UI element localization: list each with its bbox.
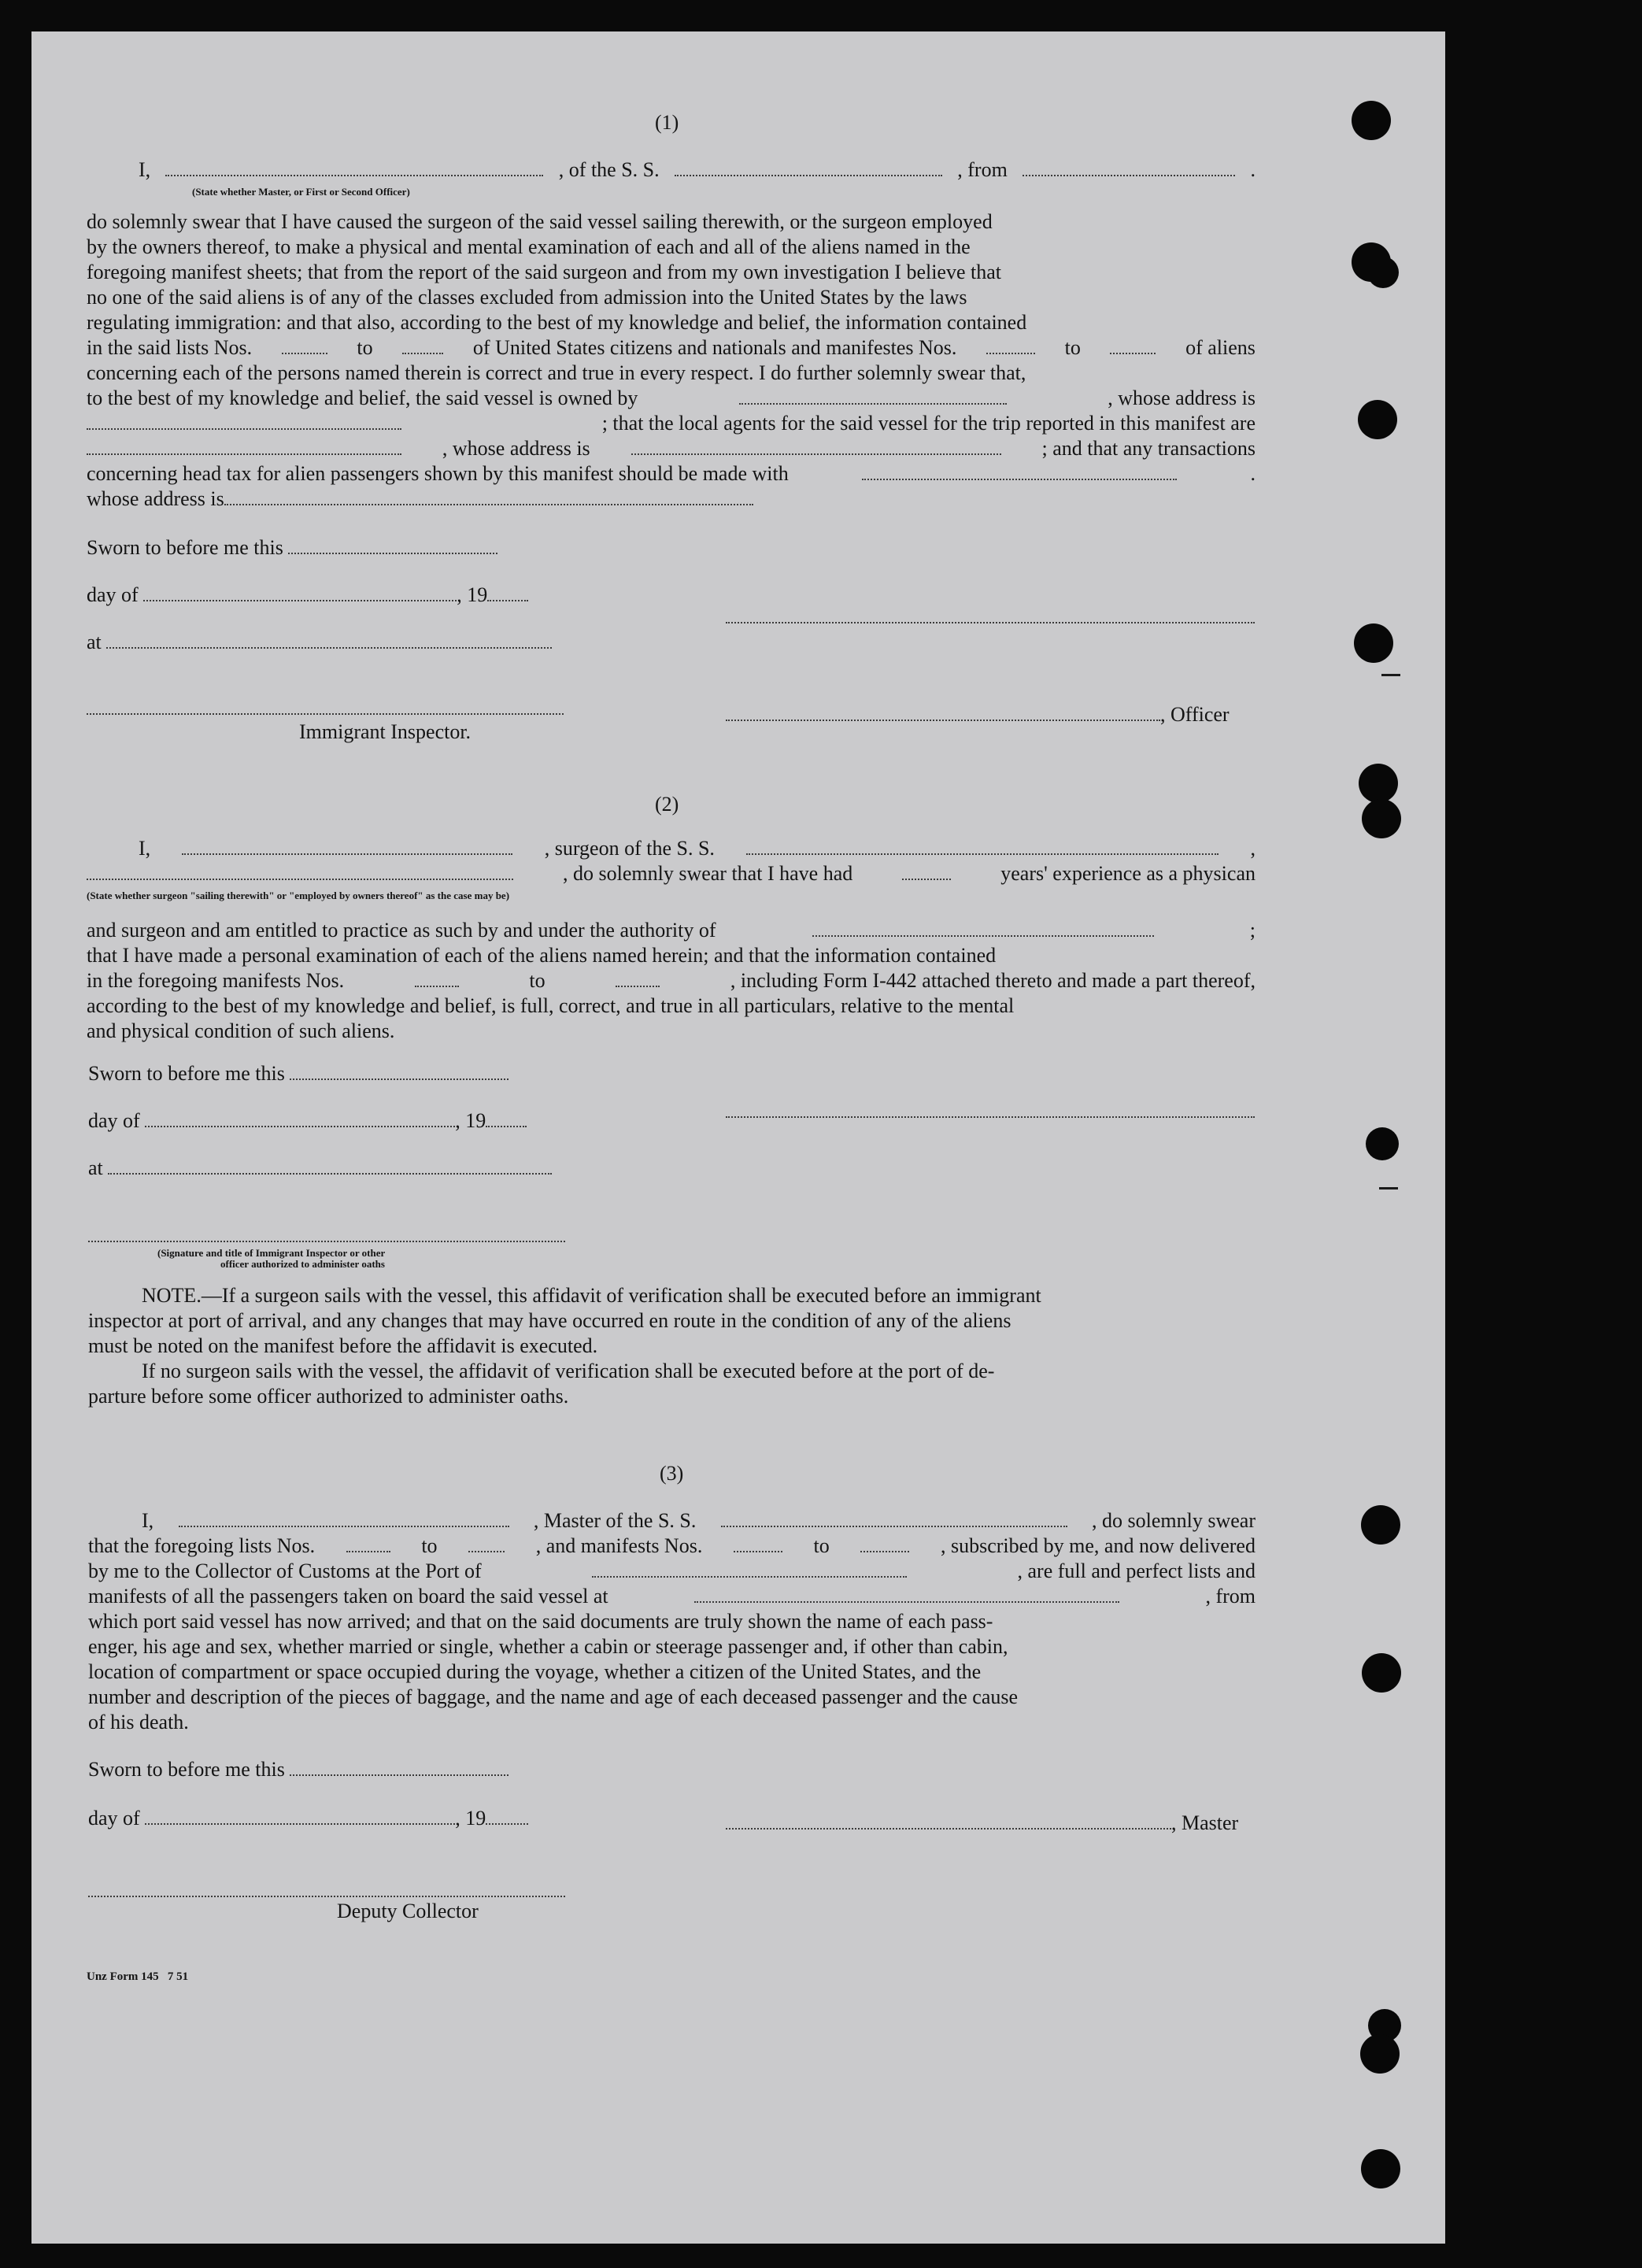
lists-from-field[interactable] — [282, 337, 327, 354]
at-place-field[interactable] — [108, 1157, 552, 1175]
manifests-label: of United States citizens and nationals and manifestes Nos. — [472, 336, 957, 359]
from-port-field[interactable] — [1023, 159, 1235, 176]
at-place-field[interactable] — [106, 631, 552, 649]
officer-line — [139, 157, 1256, 183]
from-label: , from — [957, 158, 1008, 181]
i-label: I, — [139, 158, 151, 181]
experience-label: years' experience as a physican — [1000, 862, 1256, 885]
owner-field[interactable] — [739, 387, 1007, 405]
owner-line — [87, 386, 1256, 411]
signature-note: officer authorized to administer oaths — [220, 1258, 385, 1270]
master-vessel-field[interactable] — [721, 1510, 1067, 1527]
years-field[interactable] — [902, 863, 951, 880]
master-label: , Master — [1171, 1811, 1239, 1834]
year-field[interactable] — [486, 1807, 528, 1825]
master-signature-field[interactable] — [726, 1812, 1171, 1830]
inspector-signature-line[interactable] — [87, 713, 564, 715]
punch-hole — [1362, 1653, 1401, 1693]
swear-label: , do solemnly swear — [1092, 1509, 1256, 1532]
month-field[interactable] — [145, 1807, 455, 1825]
edge-mark — [1379, 1187, 1398, 1189]
agents-label: ; that the local agents for the said vessel for the trip reported in this manifest are — [601, 412, 1256, 435]
punch-hole — [1360, 2034, 1400, 2074]
head-tax-label: concerning head tax for alien passengers shown by this manifest should be made with — [87, 462, 789, 485]
address-label: , whose address is — [442, 437, 590, 460]
lists-label: in the said lists Nos. — [87, 336, 253, 359]
surgeon-signature-line[interactable] — [726, 1116, 1255, 1118]
officer-note: (State whether Master, or First or Second Officer) — [192, 186, 410, 198]
boarding-line — [88, 1584, 1256, 1609]
agents-field[interactable] — [87, 438, 401, 455]
surgeon-name-field[interactable] — [182, 838, 512, 855]
oath-line: concerning each of the persons named therein is correct and true in every respect. I do further solemnly swear that, — [87, 361, 1026, 384]
boarding-port-field[interactable] — [694, 1585, 1119, 1603]
oath-line: according to the best of my knowledge and belief, is full, correct, and true in all particulars, relative to the mental — [87, 994, 1015, 1017]
sworn-line — [88, 1061, 509, 1086]
sworn-label: Sworn to before me this — [88, 1062, 285, 1085]
master-of-label: , Master of the S. S. — [533, 1509, 697, 1532]
head-tax-line — [87, 461, 1256, 487]
sworn-label: Sworn to before me this — [87, 536, 283, 559]
day-of-label: day of — [88, 1807, 140, 1830]
officer-signature-line-1[interactable] — [726, 622, 1255, 623]
note-line: inspector at port of arrival, and any changes that may have occurred en route in the condition of any of the aliens — [88, 1309, 1011, 1332]
month-field[interactable] — [145, 1110, 455, 1127]
head-tax-field[interactable] — [862, 463, 1177, 480]
punch-hole — [1361, 1505, 1400, 1545]
manifests-from-field[interactable] — [415, 970, 459, 987]
vessel-name-field[interactable] — [675, 159, 942, 176]
owner-address-field[interactable] — [87, 413, 401, 430]
punch-hole — [1352, 101, 1391, 140]
oath-line: of his death. — [88, 1711, 189, 1733]
to-label: to — [421, 1534, 438, 1557]
day-line — [87, 583, 528, 608]
oath-line: by the owners thereof, to make a physical and mental examination of each and all of the aliens named in the — [87, 235, 971, 258]
head-tax-address-field[interactable] — [224, 488, 753, 505]
note-line: NOTE.—If a surgeon sails with the vessel, this affidavit of verification shall be executed before an immigrant — [142, 1284, 1041, 1307]
officer-name-field[interactable] — [165, 159, 543, 176]
oath-line: that I have made a personal examination of each of the aliens named herein; and that the information contained — [87, 944, 997, 967]
manifests-label: in the foregoing manifests Nos. — [87, 969, 345, 992]
agents-address-line — [87, 436, 1256, 461]
oath-line: and physical condition of such aliens. — [87, 1019, 395, 1042]
master-signature-line — [726, 1811, 1238, 1836]
surgeon-label: , surgeon of the S. S. — [544, 837, 715, 860]
line-end: . — [1250, 462, 1256, 485]
oath-line: no one of the said aliens is of any of the classes excluded from admission into the United States by the laws — [87, 286, 967, 309]
authority-line — [87, 918, 1256, 943]
punch-hole — [1361, 2149, 1400, 2188]
note-line: If no surgeon sails with the vessel, the affidavit of verification shall be executed before at the port of de- — [142, 1360, 995, 1382]
transactions-label: ; and that any transactions — [1041, 437, 1256, 460]
inspector-label: Immigrant Inspector. — [299, 720, 472, 743]
day-of-label: day of — [88, 1109, 140, 1132]
manifests-to-field[interactable] — [616, 970, 660, 987]
section-2-number: (2) — [655, 793, 679, 816]
form-sheet — [31, 31, 1445, 2244]
oath-line: enger, his age and sex, whether married or single, whether a cabin or steerage passenger and, if other than cabin, — [88, 1635, 1008, 1658]
master-line — [142, 1508, 1256, 1534]
sworn-line — [87, 535, 497, 561]
lists-line — [87, 335, 1256, 361]
from-label: , from — [1205, 1585, 1256, 1608]
at-line — [87, 630, 552, 655]
oath-line: foregoing manifest sheets; that from the report of the said surgeon and from my own investigation I believe that — [87, 261, 1002, 283]
officer-label: , Officer — [1160, 703, 1230, 726]
form-label: , including Form I-442 attached thereto and made a part thereof, — [730, 969, 1256, 992]
oath-line: do solemnly swear that I have caused the surgeon of the said vessel sailing therewith, or the surgeon employed — [87, 210, 993, 233]
delivered-label: , subscribed by me, and now delivered — [940, 1534, 1256, 1557]
signature-note: (Signature and title of Immigrant Inspector or other — [157, 1247, 386, 1259]
manifests-to-field[interactable] — [860, 1535, 909, 1552]
address-label: whose address is — [87, 487, 224, 510]
lists-to-field[interactable] — [402, 337, 443, 354]
lists-from-field[interactable] — [346, 1535, 390, 1552]
punch-hole — [1367, 257, 1399, 288]
day-of-label: day of — [87, 583, 139, 606]
lists-line — [88, 1534, 1256, 1559]
owner-label: to the best of my knowledge and belief, the said vessel is owned by — [87, 387, 638, 409]
punch-hole — [1354, 623, 1393, 663]
port-line — [88, 1559, 1256, 1584]
sworn-day-field[interactable] — [290, 1759, 509, 1776]
edge-mark — [1381, 674, 1400, 676]
i-label: I, — [142, 1509, 154, 1532]
day-line — [88, 1806, 528, 1831]
punch-hole — [1358, 400, 1397, 439]
manifests-label: , and manifests Nos. — [535, 1534, 703, 1557]
manifests-from-field[interactable] — [734, 1535, 782, 1552]
oath-line: location of compartment or space occupied during the voyage, whether a citizen of the United States, and the — [88, 1660, 982, 1683]
oath-line: regulating immigration: and that also, according to the best of my knowledge and belief, the information contained — [87, 311, 1027, 334]
surgeon-note: (State whether surgeon "sailing therewith" or "employed by owners thereof" as the case may be) — [87, 890, 510, 901]
swear-label: , do solemnly swear that I have had — [563, 862, 853, 885]
at-line — [88, 1156, 552, 1181]
collector-signature-line[interactable] — [88, 1896, 565, 1897]
sworn-day-field[interactable] — [288, 537, 497, 554]
year-label: , 19 — [457, 583, 488, 606]
lists-label: , are full and perfect lists and — [1017, 1559, 1256, 1582]
authority-field[interactable] — [812, 919, 1154, 937]
section-1-number: (1) — [655, 111, 679, 134]
manifests-to-field[interactable] — [1110, 337, 1156, 354]
year-label: , 19 — [455, 1109, 486, 1132]
address-label: , whose address is — [1108, 387, 1256, 409]
agents-line — [87, 411, 1256, 436]
lists-label: that the foregoing lists Nos. — [88, 1534, 316, 1557]
to-label: to — [813, 1534, 830, 1557]
line-end: , — [1250, 837, 1256, 860]
inspector-signature-line[interactable] — [88, 1241, 565, 1242]
line-end: . — [1250, 158, 1256, 181]
punch-hole — [1366, 1127, 1399, 1160]
day-line — [88, 1108, 527, 1134]
month-field[interactable] — [143, 584, 457, 601]
of-ss-label: , of the S. S. — [558, 158, 660, 181]
collector-label: Deputy Collector — [337, 1900, 479, 1922]
address-line — [87, 487, 753, 512]
at-label: at — [87, 631, 102, 653]
year-field[interactable] — [486, 1110, 527, 1127]
section-3-number: (3) — [660, 1462, 684, 1485]
punch-hole — [1359, 764, 1398, 803]
authority-label: and surgeon and am entitled to practice as such by and under the authority of — [87, 919, 716, 942]
manifests-line — [87, 968, 1256, 993]
surgeon-status-field[interactable] — [87, 863, 513, 880]
port-field[interactable] — [592, 1560, 907, 1578]
sworn-line — [88, 1757, 509, 1782]
boarding-label: manifests of all the passengers taken on board the said vessel at — [88, 1585, 608, 1608]
year-label: , 19 — [455, 1807, 486, 1830]
to-label: to — [529, 969, 545, 992]
year-field[interactable] — [487, 584, 528, 601]
i-label: I, — [139, 837, 151, 860]
surgeon-line — [139, 836, 1256, 861]
punch-hole — [1362, 799, 1401, 838]
officer-signature-field[interactable] — [726, 704, 1160, 721]
agents-address-field[interactable] — [631, 438, 1001, 455]
surgeon-vessel-field[interactable] — [746, 838, 1219, 855]
form-number: Unz Form 145 7 51 — [87, 1970, 189, 1983]
manifests-from-field[interactable] — [986, 337, 1035, 354]
experience-line — [87, 861, 1256, 886]
to-label: to — [1064, 336, 1081, 359]
port-label: by me to the Collector of Customs at the Port of — [88, 1559, 482, 1582]
note-line: parture before some officer authorized to administer oaths. — [88, 1385, 569, 1408]
sworn-label: Sworn to before me this — [88, 1758, 285, 1781]
at-label: at — [88, 1156, 103, 1179]
line-end: ; — [1249, 919, 1256, 942]
master-name-field[interactable] — [179, 1510, 509, 1527]
lists-to-field[interactable] — [468, 1535, 505, 1552]
sworn-day-field[interactable] — [290, 1063, 509, 1080]
aliens-label: of aliens — [1185, 336, 1256, 359]
note-line: must be noted on the manifest before the affidavit is executed. — [88, 1334, 598, 1357]
oath-line: which port said vessel has now arrived; and that on the said documents are truly shown the name of each pass- — [88, 1610, 993, 1633]
to-label: to — [357, 336, 373, 359]
officer-line — [726, 702, 1230, 727]
oath-line: number and description of the pieces of baggage, and the name and age of each deceased passenger and the cause — [88, 1685, 1019, 1708]
